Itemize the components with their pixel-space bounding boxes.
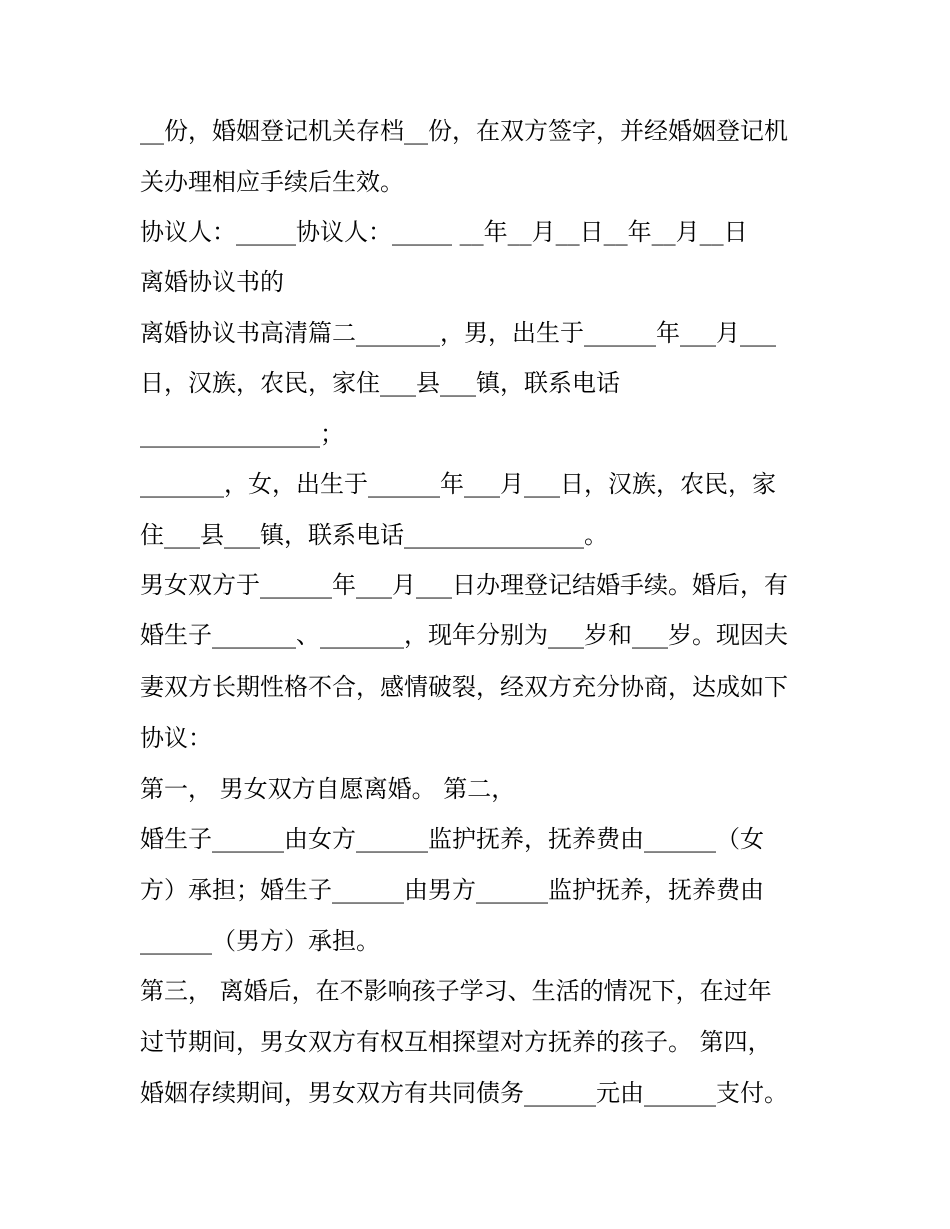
text-line: 婚生子______由女方______监护抚养，抚养费由______（女 bbox=[140, 825, 764, 853]
text-line: 日，汉族，农民，家住___县___镇，联系电话 bbox=[140, 369, 620, 397]
text-line: 妻双方长期性格不合，感情破裂，经双方充分协商，达成如下 bbox=[140, 673, 788, 701]
text-line: __份，婚姻登记机关存档__份，在双方签字，并经婚姻登记机 bbox=[140, 117, 788, 145]
text-line: 住___县___镇，联系电话_______________。 bbox=[140, 521, 608, 549]
text-line: 离婚协议书高清篇二_______，男，出生于______年___月___ bbox=[140, 319, 776, 347]
text-line: 协议： bbox=[140, 724, 212, 752]
text-line: 离婚协议书的 bbox=[140, 268, 284, 296]
text-line: 第三， 离婚后，在不影响孩子学习、生活的情况下，在过年 bbox=[140, 977, 772, 1005]
text-line: 男女双方于______年___月___日办理登记结婚手续。婚后，有 bbox=[140, 571, 788, 599]
text-line: _______________； bbox=[140, 420, 344, 448]
text-line: 过节期间，男女双方有权互相探望对方抚养的孩子。 第四， bbox=[140, 1028, 772, 1056]
text-line: 第一， 男女双方自愿离婚。 第二， bbox=[140, 775, 516, 803]
text-line: 协议人：_____协议人：_____ __年__月__日__年__月__日 bbox=[140, 218, 748, 246]
text-line: ______（男方）承担。 bbox=[140, 927, 380, 955]
text-line: 婚姻存续期间，男女双方有共同债务______元由______支付。 bbox=[140, 1079, 788, 1107]
text-line: 婚生子_______、_______，现年分别为___岁和___岁。现因夫 bbox=[140, 621, 788, 649]
text-line: 关办理相应手续后生效。 bbox=[140, 168, 404, 196]
text-line: 方）承担；婚生子______由男方______监护抚养，抚养费由 bbox=[140, 876, 764, 904]
text-line: _______，女，出生于______年___月___日，汉族，农民，家 bbox=[140, 470, 776, 498]
